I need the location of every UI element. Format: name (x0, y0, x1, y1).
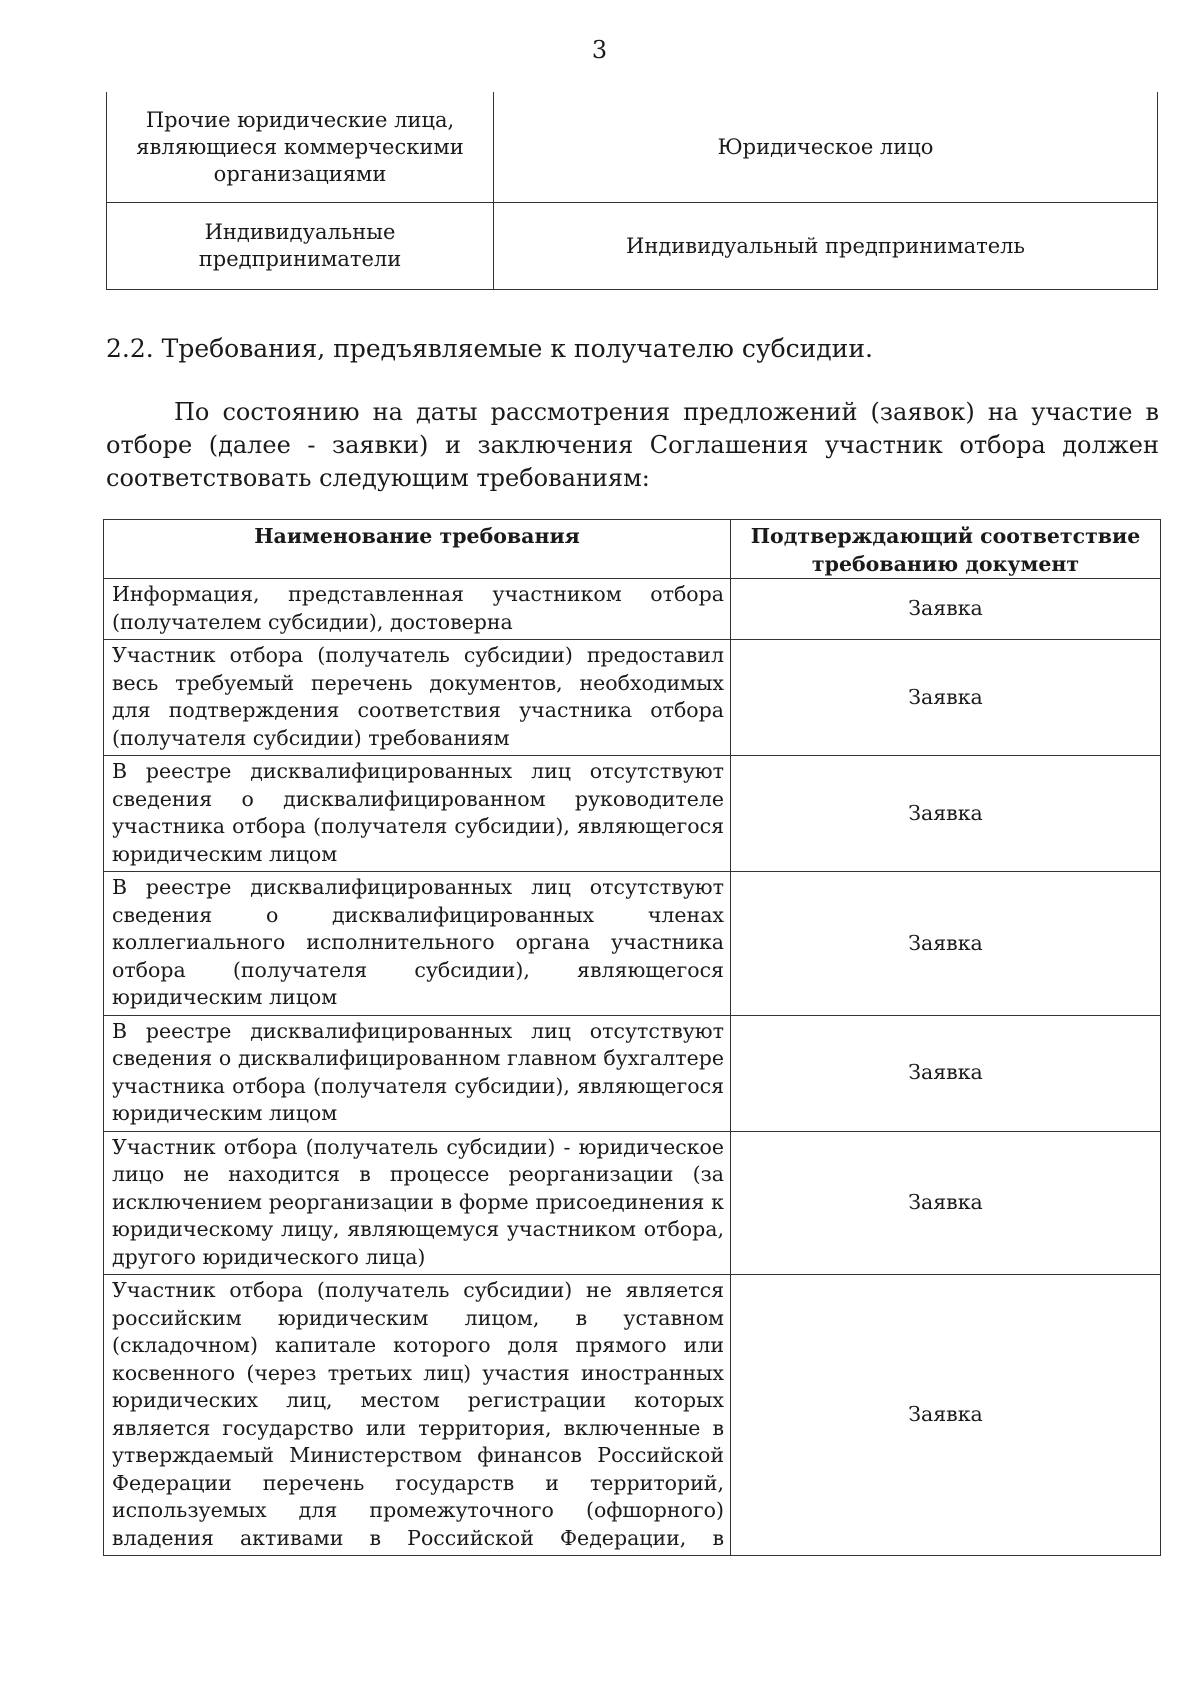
column-header-requirement: Наименование требования (104, 520, 731, 579)
table-cell: Прочие юридические лица, являющиеся коммерческими организациями (107, 92, 494, 203)
table-row (104, 1131, 1161, 1275)
document-cell: Заявка (731, 579, 1161, 640)
requirement-cell: В реестре дисквалифицированных лиц отсутствуют сведения о дисквалифицированном главном бухгалтере участника отбора (получателя субсидии), являющегося юридическим лицом (104, 1015, 731, 1131)
page-number: 3 (591, 36, 609, 64)
table-cell: Индивидуальные предприниматели (107, 203, 494, 290)
requirements-table (103, 519, 1161, 1556)
document-cell: Заявка (731, 1131, 1161, 1275)
table-row (104, 1275, 1161, 1556)
table-row (107, 92, 1158, 203)
section-heading: 2.2. Требования, предъявляемые к получателю субсидии. (106, 334, 873, 363)
requirement-cell: Информация, представленная участником отбора (получателем субсидии), достоверна (104, 579, 731, 640)
document-cell: Заявка (731, 640, 1161, 756)
table-row (104, 872, 1161, 1016)
table-row (104, 1015, 1161, 1131)
document-cell: Заявка (731, 1275, 1161, 1556)
requirement-cell: Участник отбора (получатель субсидии) предоставил весь требуемый перечень документов, необходимых для подтверждения соответствия участника отбора (получателя субсидии) требованиям (104, 640, 731, 756)
column-header-document: Подтверждающий соответствие требованию документ (731, 520, 1161, 579)
document-cell: Заявка (731, 756, 1161, 872)
section-paragraph: По состоянию на даты рассмотрения предложений (заявок) на участие в отборе (далее - заявки) и заключения Соглашения участник отбора должен соответствовать следующим требованиям: (106, 398, 1159, 492)
table-row (104, 579, 1161, 640)
requirement-cell: Участник отбора (получатель субсидии) не является российским юридическим лицом, в уставном (складочном) капитале которого доля прямого или косвенного (через третьих лиц) участия иностранных юридических лиц, местом регистрации которых является государство или территория, включенные в утверждаемый Министерством финансов Российской Федерации перечень государств и территорий, используемых для промежуточного (офшорного) владения активами в Российской Федерации, в (104, 1275, 731, 1556)
table-row (104, 640, 1161, 756)
legal-entity-type-table (106, 92, 1158, 290)
table-header-row (104, 520, 1161, 579)
table-row (107, 203, 1158, 290)
document-cell: Заявка (731, 1015, 1161, 1131)
requirement-cell: В реестре дисквалифицированных лиц отсутствуют сведения о дисквалифицированных членах коллегиального исполнительного органа участника отбора (получателя субсидии), являющегося юридическим лицом (104, 872, 731, 1016)
table-row (104, 756, 1161, 872)
document-cell: Заявка (731, 872, 1161, 1016)
table-cell: Индивидуальный предприниматель (494, 203, 1158, 290)
requirement-cell: В реестре дисквалифицированных лиц отсутствуют сведения о дисквалифицированном руководителе участника отбора (получателя субсидии), являющегося юридическим лицом (104, 756, 731, 872)
table-cell: Юридическое лицо (494, 92, 1158, 203)
requirement-cell: Участник отбора (получатель субсидии) - юридическое лицо не находится в процессе реорганизации (за исключением реорганизации в форме присоединения к юридическому лицу, являющемуся участником отбора, другого юридического лица) (104, 1131, 731, 1275)
